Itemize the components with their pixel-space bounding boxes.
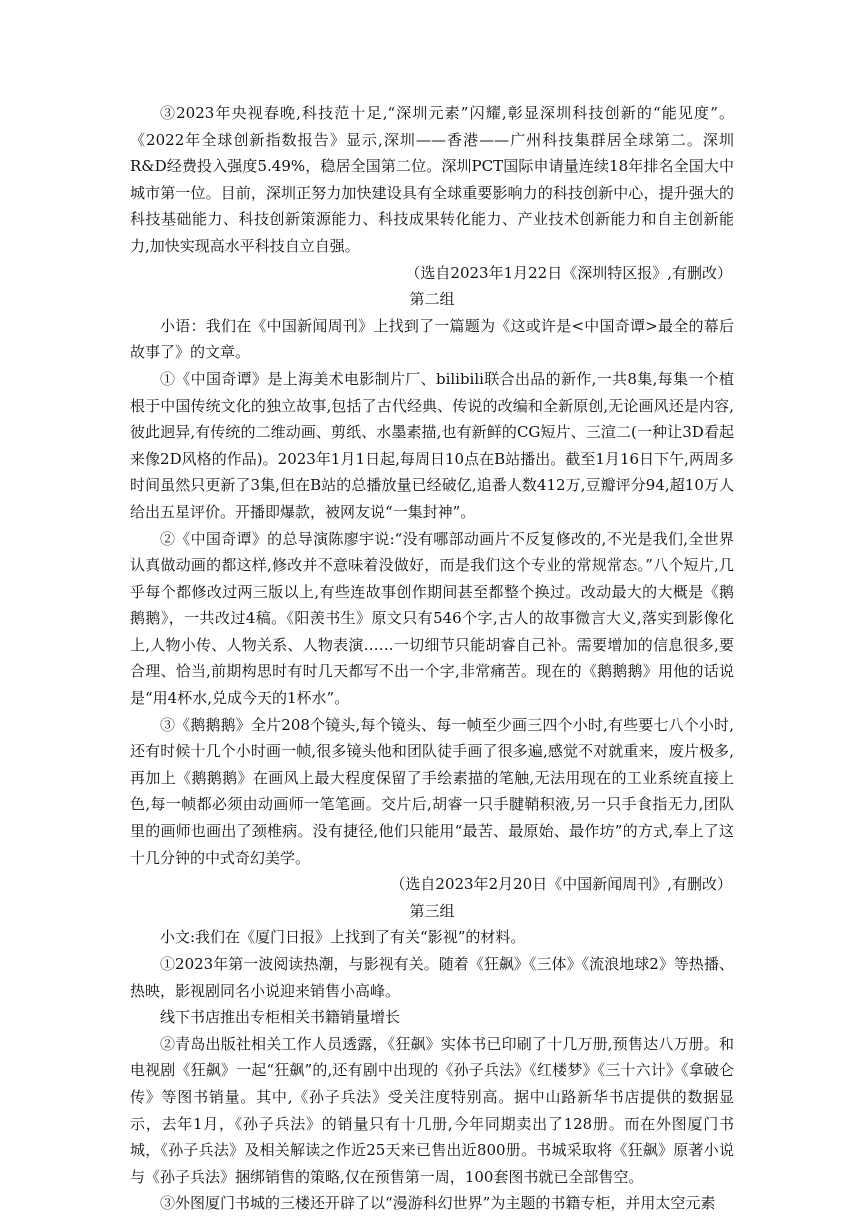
paragraph: ③《鹅鹅鹅》全片208个镜头,每个镜头、每一帧至少画三四个小时,有些要七八个小时,还有时候十几个小时画一帧,很多镜头他和团队徒手画了很多遍,感觉不对就重来，废片极多,再加上《鹅鹅鹅》在画风上最大程度保留了手绘素描的笔触,无法用现在的工业系统直接上色,每一帧都必须由动画师一笔笔画。交片后,胡睿一只手腱鞘积液,另一只手食指无力,团队里的画师也画出了颈椎病。没有捷径,他们只能用“最苦、最原始、最作坊”的方式,奉上了这十几分钟的中式奇幻美学。 [130, 715, 734, 867]
paragraph: ③2023年央视春晚,科技范十足,“深圳元素”闪耀,彰显深圳科技创新的“能见度”。《2022年全球创新指数报告》显示,深圳——香港——广州科技集群居全球第二。深圳R&D经费投入强度5.49%，稳居全国第二位。深圳PCT国际申请量连续18年排名全国大中城市第一位。目前，深圳正努力加快建设具有全球重要影响力的科技创新中心，提升强大的科技基础能力、科技创新策源能力、科技成果转化能力、产业技术创新能力和自主创新能力,加快实现高水平科技自立自强。 [130, 104, 734, 255]
intro-paragraph: 小文:我们在《厦门日报》上找到了有关“影视”的材料。 [160, 928, 526, 947]
chart-caption: 线下书店推出专柜相关书籍销量增长 [160, 1008, 401, 1027]
paragraph: ②青岛出版社相关工作人员透露，《狂飙》实体书已印刷了十几万册,预售达八万册。和电视剧《狂飙》一起“狂飙”的,还有剧中出现的《孙子兵法》《红楼梦》《三十六计》《拿破仑传》等图书销量。其中,《孙子兵法》受关注度特别高。据中山路新华书店提供的数据显示，去年1月，《孙子兵法》的销量只有十几册,今年同期卖出了128册。而在外图厦门书城，《孙子兵法》及相关解读之作近25天来已售出近800册。书城采取将《狂飙》原著小说与《孙子兵法》捆绑销售的策略,仅在预售第一周，100套图书就已全部售空。 [130, 1034, 734, 1186]
source-citation: （选自2023年2月20日《中国新闻周刊》,有删改） [390, 875, 732, 894]
section-title: 第二组 [409, 290, 455, 309]
intro-paragraph: 小语：我们在《中国新闻周刊》上找到了一篇题为《这或许是<中国奇谭>最全的幕后故事了》的文章。 [130, 316, 734, 362]
paragraph: ③外图厦门书城的三楼还开辟了以“漫游科幻世界”为主题的书籍专柜，并用太空元素 [160, 1194, 716, 1213]
paragraph: ①2023年第一波阅读热潮，与影视有关。随着《狂飙》《三体》《流浪地球2》等热播、热映，影视剧同名小说迎来销售小高峰。 [130, 955, 734, 1000]
paragraph: ②《中国奇谭》的总导演陈廖宇说:“没有哪部动画片不反复修改的,不光是我们,全世界认真做动画的都这样,修改并不意味着没做好，而是我们这个专业的常规常态。”八个短片,几乎每个都修改过两三版以上,有些连故事创作期间甚至都整个换过。改动最大的大概是《鹅鹅鹅》，一共改过4稿。《阳羡书生》原文只有546个字,古人的故事微言大义,落实到影像化上,人物小传、人物关系、人物表演……一切细节只能胡睿自己补。需要增加的信息很多,要合理、恰当,前期构思时有时几天都写不出一个字,非常痛苦。现在的《鹅鹅鹅》用他的话说是“用4杯水,兑成今天的1杯水”。 [130, 529, 734, 708]
paragraph: ①《中国奇谭》是上海美术电影制片厂、bilibili联合出品的新作,一共8集,每集一个植根于中国传统文化的独立故事,包括了古代经典、传说的改编和全新原创,无论画风还是内容,彼此迥异,有传统的二维动画、剪纸、水墨素描,也有新鲜的CG短片、三渲二(一种让3D看起来像2D风格的作品)。2023年1月1日起,每周日10点在B站播出。截至1月16日下午,两周多时间虽然只更新了3集,但在B站的总播放量已经破亿,追番人数412万,豆瓣评分94,超10万人给出五星评价。开播即爆款，被网友说“一集封神”。 [130, 369, 734, 521]
section-title: 第三组 [409, 901, 455, 920]
source-citation: （选自2023年1月22日《深圳特区报》,有删改） [405, 263, 732, 282]
